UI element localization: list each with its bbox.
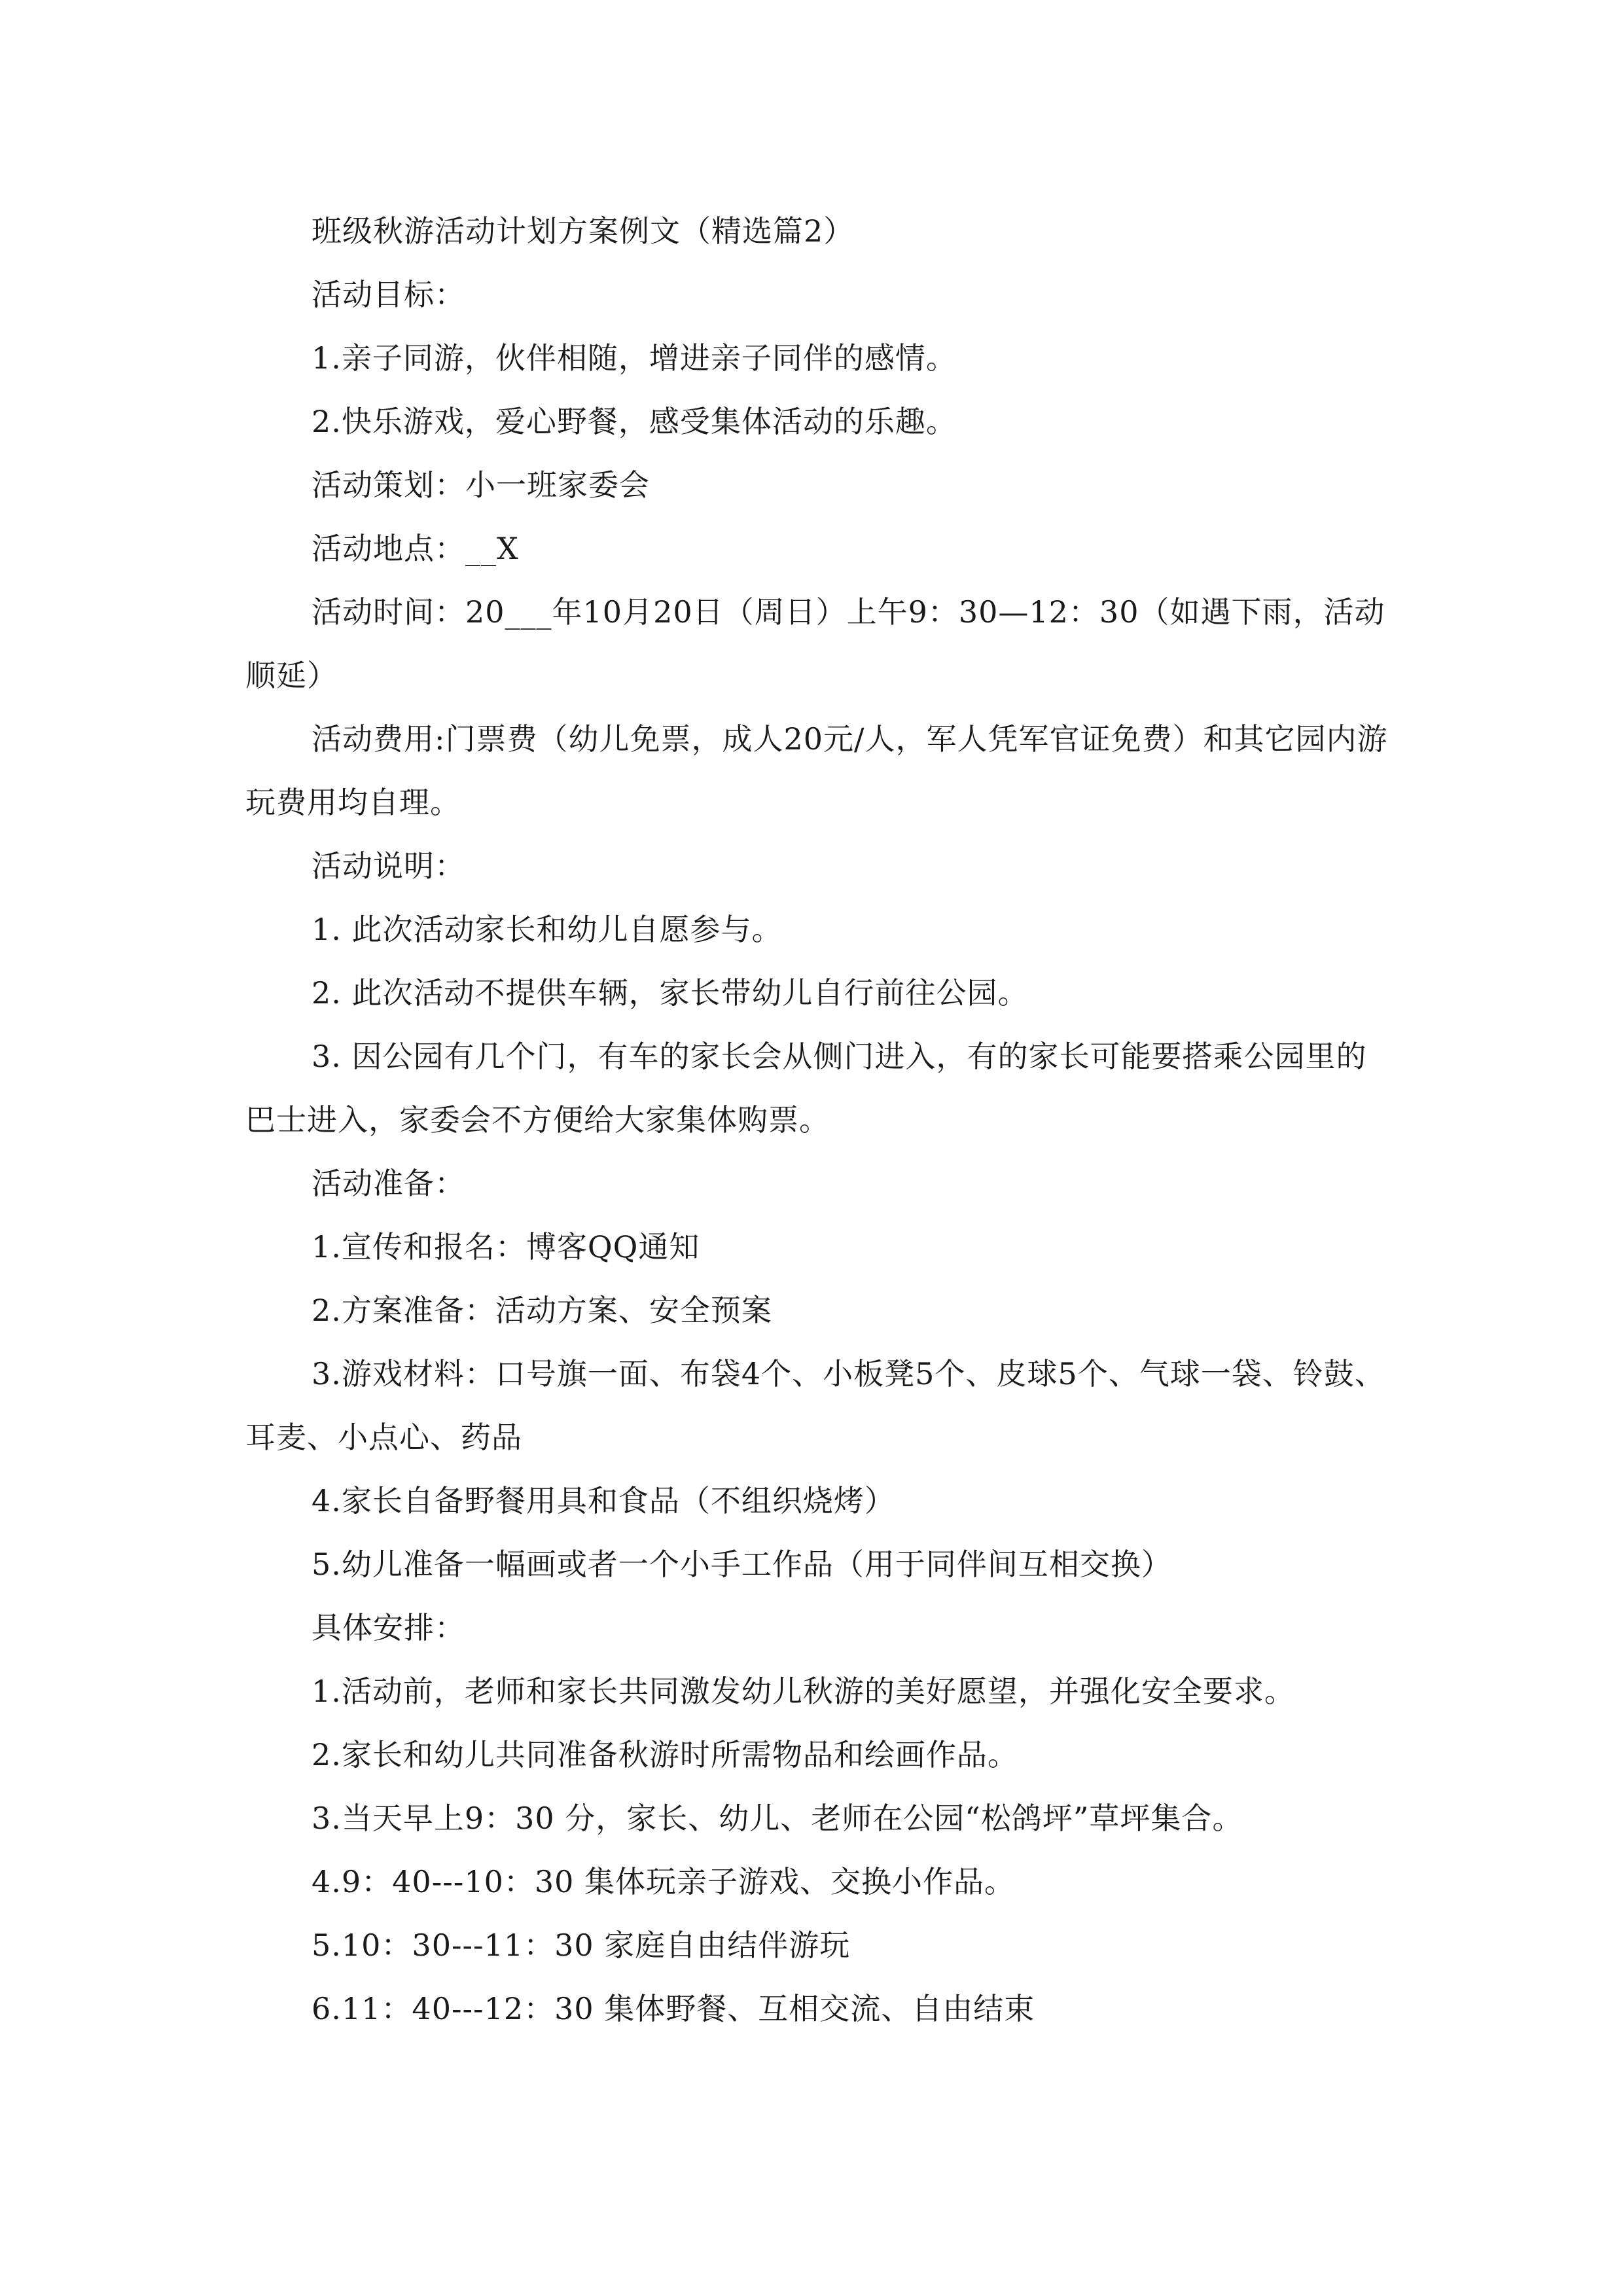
schedule-item: 5.10：30---11：30 家庭自由结伴游玩 — [312, 1928, 851, 1963]
schedule-item: 2.家长和幼儿共同准备秋游时所需物品和绘画作品。 — [312, 1737, 1018, 1772]
prep-item: 3.游戏材料：口号旗一面、布袋4个、小板凳5个、皮球5个、气球一袋、铃鼓、耳麦、小点心、药品 — [245, 1356, 1385, 1455]
planner-line: 活动策划：小一班家委会 — [312, 467, 650, 503]
goal-item: 1.亲子同游，伙伴相随，增进亲子同伴的感情。 — [312, 340, 957, 376]
notes-heading: 活动说明： — [312, 848, 465, 884]
prep-item: 4.家长自备野餐用具和食品（不组织烧烤） — [312, 1483, 895, 1518]
time-line: 活动时间：20___年10月20日（周日）上午9：30—12：30（如遇下雨，活动顺延） — [245, 594, 1385, 693]
schedule-item: 3.当天早上9：30 分，家长、幼儿、老师在公园“松鸽坪”草坪集合。 — [312, 1801, 1243, 1836]
document-title: 班级秋游活动计划方案例文（精选篇2） — [312, 213, 855, 249]
note-item: 1. 此次活动家长和幼儿自愿参与。 — [312, 912, 783, 947]
note-item: 3. 因公园有几个门，有车的家长会从侧门进入，有的家长可能要搭乘公园里的巴士进入，家委会不方便给大家集体购票。 — [245, 1039, 1367, 1138]
prep-item: 1.宣传和报名：博客QQ通知 — [312, 1229, 700, 1265]
goal-item: 2.快乐游戏，爱心野餐，感受集体活动的乐趣。 — [312, 404, 957, 439]
goal-heading: 活动目标： — [312, 277, 465, 312]
prep-item: 2.方案准备：活动方案、安全预案 — [312, 1293, 772, 1328]
schedule-heading: 具体安排： — [312, 1610, 465, 1645]
prep-heading: 活动准备： — [312, 1166, 465, 1201]
fee-line: 活动费用:门票费（幼儿免票，成人20元/人，军人凭军官证免费）和其它园内游玩费用均自理。 — [245, 721, 1388, 820]
schedule-item: 1.活动前，老师和家长共同激发幼儿秋游的美好愿望，并强化安全要求。 — [312, 1674, 1295, 1709]
schedule-item: 4.9：40---10：30 集体玩亲子游戏、交换小作品。 — [312, 1864, 1016, 1899]
schedule-item: 6.11：40---12：30 集体野餐、互相交流、自由结束 — [312, 1991, 1035, 2026]
note-item: 2. 此次活动不提供车辆，家长带幼儿自行前往公园。 — [312, 975, 1029, 1011]
location-line: 活动地点：__X — [312, 531, 519, 566]
document-body — [245, 200, 1397, 2041]
prep-item: 5.幼儿准备一幅画或者一个小手工作品（用于同伴间互相交换） — [312, 1547, 1172, 1582]
